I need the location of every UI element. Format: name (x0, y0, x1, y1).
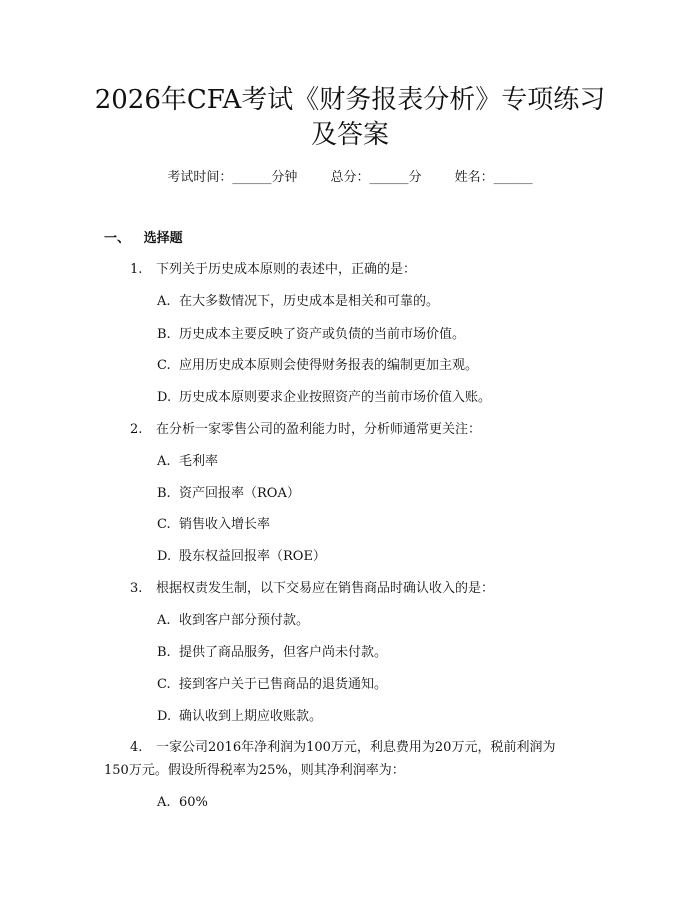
exam-time-field: 考试时间：______分钟 (167, 170, 298, 185)
question-number: 1. (130, 262, 143, 277)
question-3-option-a (157, 612, 309, 630)
option-text: 应用历史成本原则会使得财务报表的编制更加主观。 (179, 358, 479, 373)
question-2-option-d (157, 548, 326, 566)
option-letter: B. (157, 486, 171, 501)
document-title-line-1: 2026年CFA考试《财务报表分析》专项练习 (94, 85, 606, 115)
option-letter: D. (157, 549, 172, 564)
option-text: 在大多数情况下，历史成本是相关和可靠的。 (179, 294, 440, 309)
question-1 (130, 261, 416, 279)
option-text: 60% (179, 795, 208, 810)
option-letter: A. (157, 795, 171, 810)
question-4-option-a (157, 794, 208, 812)
option-letter: C. (157, 517, 171, 532)
question-1-option-c (157, 357, 478, 375)
option-letter: B. (157, 327, 171, 342)
question-4 (130, 739, 555, 757)
question-2-option-b (157, 485, 300, 503)
question-2 (130, 421, 481, 439)
option-text: 接到客户关于已售商品的退货通知。 (179, 677, 388, 692)
option-letter: D. (157, 390, 172, 405)
option-letter: C. (157, 677, 171, 692)
section-heading: 一、 选择题 (104, 231, 183, 246)
option-letter: D. (157, 709, 172, 724)
question-number: 2. (130, 422, 143, 437)
option-letter: C. (157, 358, 171, 373)
question-1-option-a (157, 293, 439, 311)
question-3-option-d (157, 708, 322, 726)
total-score-field: 总分：______分 (330, 170, 422, 185)
question-3 (130, 580, 494, 598)
option-letter: B. (157, 645, 171, 660)
question-text: 下列关于历史成本原则的表述中，正确的是： (156, 262, 417, 277)
option-letter: A. (157, 294, 171, 309)
option-text: 毛利率 (179, 454, 219, 469)
question-number: 4. (130, 740, 143, 755)
question-text-line-1: 一家公司2016年净利润为100万元，利息费用为20万元，税前利润为 (156, 740, 556, 755)
name-field: 姓名：______ (454, 170, 533, 185)
question-text-line-2: 150万元。假设所得税率为25%，则其净利润率为： (104, 763, 405, 778)
question-text: 在分析一家零售公司的盈利能力时，分析师通常更关注： (156, 422, 482, 437)
option-letter: A. (157, 613, 171, 628)
question-2-option-c (157, 516, 270, 534)
question-4-continued (104, 762, 405, 780)
option-text: 股东权益回报率（ROE） (179, 549, 326, 564)
question-number: 3. (130, 581, 143, 596)
question-3-option-b (157, 644, 387, 662)
question-1-option-b (157, 326, 465, 344)
option-text: 提供了商品服务，但客户尚未付款。 (179, 645, 388, 660)
exam-meta (0, 169, 700, 187)
option-text: 确认收到上期应收账款。 (179, 709, 323, 724)
question-3-option-c (157, 676, 387, 694)
option-text: 资产回报率（ROA） (179, 486, 300, 501)
option-text: 收到客户部分预付款。 (179, 613, 310, 628)
option-text: 销售收入增长率 (179, 517, 271, 532)
document-title-line-2: 及答案 (310, 120, 389, 150)
option-text: 历史成本原则要求企业按照资产的当前市场价值入账。 (179, 390, 492, 405)
option-letter: A. (157, 454, 171, 469)
option-text: 历史成本主要反映了资产或负债的当前市场价值。 (179, 327, 466, 342)
question-text: 根据权责发生制，以下交易应在销售商品时确认收入的是： (156, 581, 495, 596)
question-1-option-d (157, 389, 491, 407)
question-2-option-a (157, 453, 218, 471)
